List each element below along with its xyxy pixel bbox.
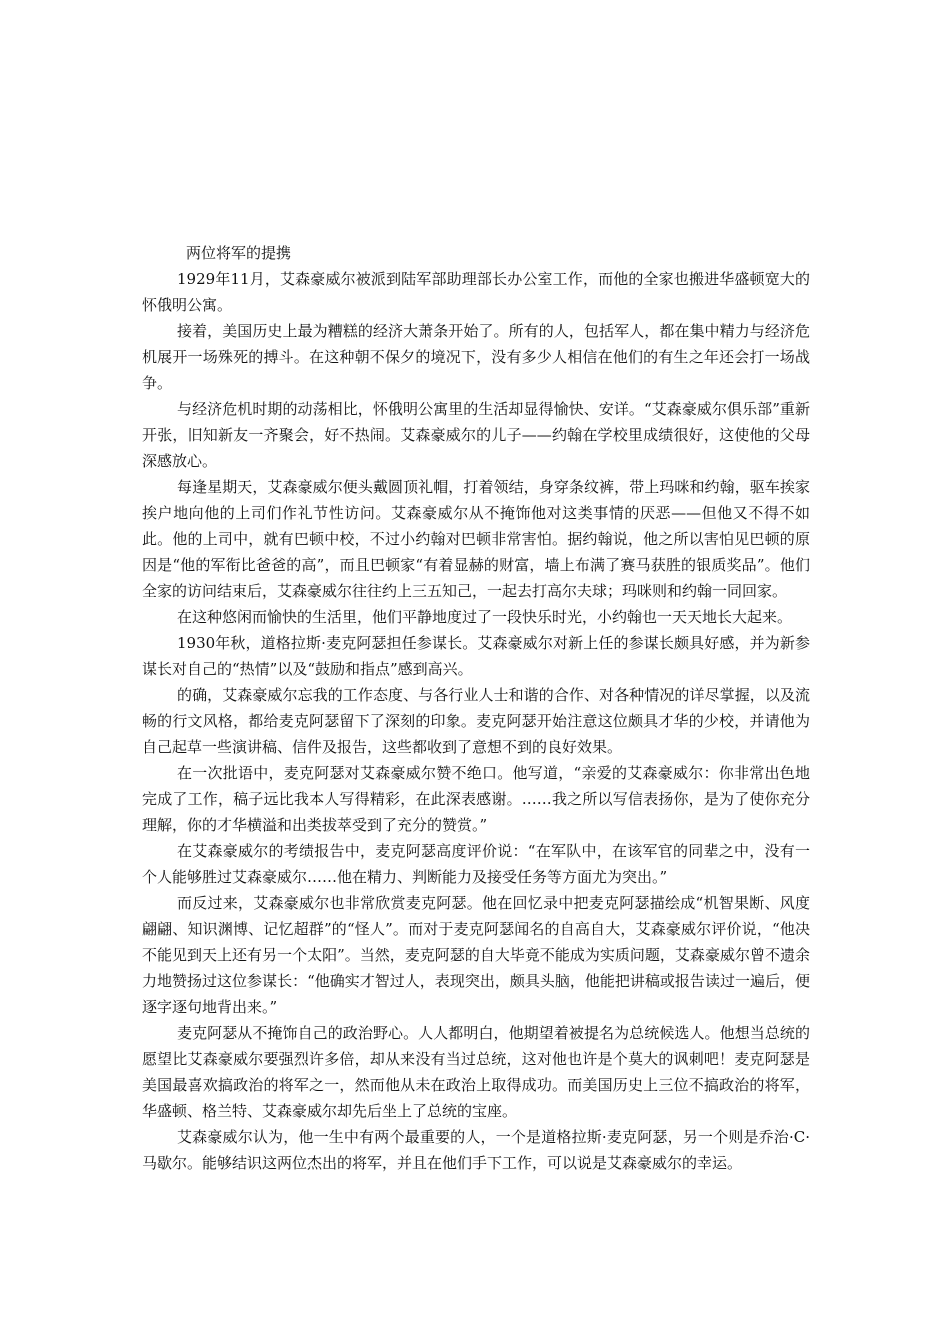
- document-page: [142, 240, 810, 1176]
- paragraph-7: 的确，艾森豪威尔忘我的工作态度、与各行业人士和谐的合作、对各种情况的详尽掌握，以及流畅的行文风格，都给麦克阿瑟留下了深刻的印象。麦克阿瑟开始注意这位颇具才华的少校，并请他为自己起草一些演讲稿、信件及报告，这些都收到了意想不到的良好效果。: [142, 686, 810, 756]
- paragraph-6: 1930年秋，道格拉斯·麦克阿瑟担任参谋长。艾森豪威尔对新上任的参谋长颇具好感，并为新参谋长对自己的“热情”以及“鼓励和指点”感到高兴。: [142, 634, 810, 678]
- paragraph-8: 在一次批语中，麦克阿瑟对艾森豪威尔赞不绝口。他写道，“亲爱的艾森豪威尔：你非常出色地完成了工作，稿子远比我本人写得精彩，在此深表感谢。……我之所以写信表扬你，是为了使你充分理解，你的才华横溢和出类拔萃受到了充分的赞赏。”: [142, 764, 810, 834]
- paragraph-9: 在艾森豪威尔的考绩报告中，麦克阿瑟高度评价说：“在军队中，在该军官的同辈之中，没有一个人能够胜过艾森豪威尔……他在精力、判断能力及接受任务等方面尤为突出。”: [142, 842, 810, 886]
- paragraph-5: 在这种悠闲而愉快的生活里，他们平静地度过了一段快乐时光，小约翰也一天天地长大起来。: [177, 608, 793, 626]
- paragraph-11: 麦克阿瑟从不掩饰自己的政治野心。人人都明白，他期望着被提名为总统候选人。他想当总统的愿望比艾森豪威尔要强烈许多倍，却从来没有当过总统，这对他也许是个莫大的讽刺吧！麦克阿瑟是美国最喜欢搞政治的将军之一，然而他从未在政治上取得成功。而美国历史上三位不搞政治的将军，华盛顿、格兰特、艾森豪威尔却先后坐上了总统的宝座。: [142, 1024, 810, 1120]
- article-title: 两位将军的提携: [186, 244, 292, 262]
- paragraph-1: 1929年11月，艾森豪威尔被派到陆军部助理部长办公室工作，而他的全家也搬进华盛顿宽大的怀俄明公寓。: [142, 270, 810, 314]
- paragraph-3: 与经济危机时期的动荡相比，怀俄明公寓里的生活却显得愉快、安详。“艾森豪威尔俱乐部”重新开张，旧知新友一齐聚会，好不热闹。艾森豪威尔的儿子——约翰在学校里成绩很好，这使他的父母深感放心。: [142, 400, 810, 470]
- paragraph-4: 每逢星期天，艾森豪威尔便头戴圆顶礼帽，打着领结，身穿条纹裤，带上玛咪和约翰，驱车挨家挨户地向他的上司们作礼节性访问。艾森豪威尔从不掩饰他对这类事情的厌恶——但他又不得不如此。他的上司中，就有巴顿中校，不过小约翰对巴顿非常害怕。据约翰说，他之所以害怕见巴顿的原因是“他的军衔比爸爸的高”，而且巴顿家“有着显赫的财富，墙上布满了赛马获胜的银质奖品”。他们全家的访问结束后，艾森豪威尔往往约上三五知己，一起去打高尔夫球；玛咪则和约翰一同回家。: [142, 478, 810, 600]
- paragraph-10: 而反过来，艾森豪威尔也非常欣赏麦克阿瑟。他在回忆录中把麦克阿瑟描绘成“机智果断、风度翩翩、知识渊博、记忆超群”的“怪人”。而对于麦克阿瑟闻名的自高自大，艾森豪威尔评价说，“他决不能见到天上还有另一个太阳”。当然，麦克阿瑟的自大毕竟不能成为实质问题，艾森豪威尔曾不遗余力地赞扬过这位参谋长：“他确实才智过人，表现突出，颇具头脑，他能把讲稿或报告读过一遍后，便逐字逐句地背出来。”: [142, 894, 810, 1016]
- paragraph-2: 接着，美国历史上最为糟糕的经济大萧条开始了。所有的人，包括军人，都在集中精力与经济危机展开一场殊死的搏斗。在这种朝不保夕的境况下，没有多少人相信在他们的有生之年还会打一场战争。: [142, 322, 810, 392]
- paragraph-12: 艾森豪威尔认为，他一生中有两个最重要的人，一个是道格拉斯·麦克阿瑟，另一个则是乔治·C·马歇尔。能够结识这两位杰出的将军，并且在他们手下工作，可以说是艾森豪威尔的幸运。: [142, 1128, 810, 1172]
